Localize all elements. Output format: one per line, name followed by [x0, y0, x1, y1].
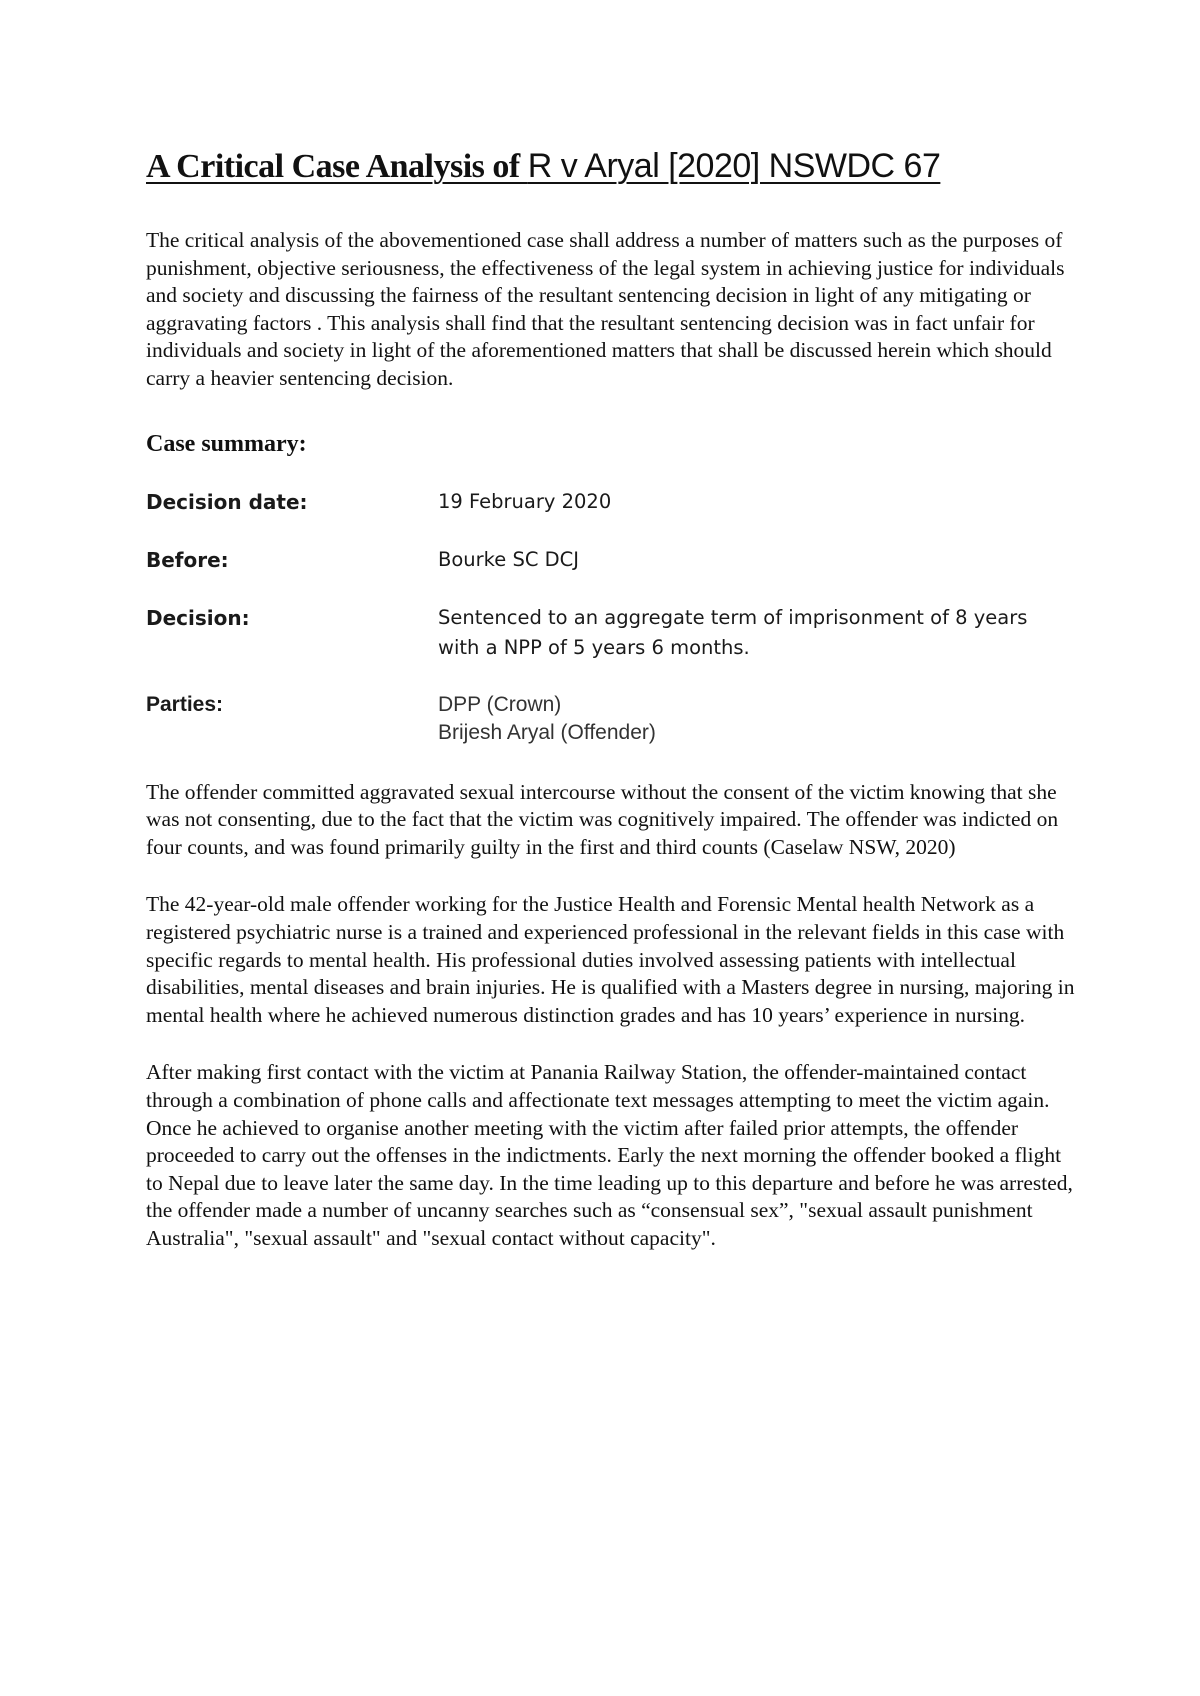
body-paragraph-3: After making first contact with the victim at Panania Railway Station, the offender-maintained contact through a combination of phone calls and affectionate text messages attempting to meet the victim again. Once he achieved to organise another meeting with the victim after failed prior attempts, the offender proceeded to carry out the offenses in the indictments. Early the next morning the offender booked a flight to Nepal due to leave later the same day. In the time leading up to this departure and before he was arrested, the offender made a number of uncanny searches such as “consensual sex”, "sexual assault punishment Australia", "sexual assault" and "sexual contact without capacity".	[146, 1060, 1073, 1250]
parties-value-line2: Brijesh Aryal (Offender)	[438, 720, 656, 744]
parties-value-line1: DPP (Crown)	[438, 692, 562, 716]
body-paragraph-2: The 42-year-old male offender working for the Justice Health and Forensic Mental health Network as a registered psychiatric nurse is a trained and experienced professional in the relevant fields in this case with specific regards to mental health. His professional duties involved assessing patients with intellectual disabilities, mental diseases and brain injuries. He is qualified with a Masters degree in nursing, majoring in mental health where he achieved numerous distinction grades and has 10 years’ experience in nursing.	[146, 892, 1075, 1027]
title-case-citation: R v Aryal [2020] NSWDC 67	[527, 147, 941, 185]
document-page	[146, 140, 1076, 1252]
parties-value	[438, 691, 1076, 747]
decision-value-line1: Sentenced to an aggregate term of imprisonment of 8 years	[438, 605, 1028, 629]
decision-date-label: Decision date:	[146, 489, 308, 514]
case-summary-heading: Case summary:	[146, 430, 307, 457]
body-paragraph-1: The offender committed aggravated sexual intercourse without the consent of the victim knowing that she was not consenting, due to the fact that the victim was cognitively impaired. The offender was indicted on four counts, and was found primarily guilty in the first and third counts (Caselaw NSW, 2020)	[146, 779, 1059, 859]
summary-row-decision-date	[146, 487, 1076, 517]
case-summary-table	[146, 487, 1076, 747]
decision-date-value: 19 February 2020	[438, 489, 612, 513]
summary-row-parties	[146, 691, 1076, 747]
intro-paragraph: The critical analysis of the abovementioned case shall address a number of matters such as the purposes of punishment, objective seriousness, the effectiveness of the legal system in achieving justice for individuals and society and discussing the fairness of the resultant sentencing decision in light of any mitigating or aggravating factors . This analysis shall find that the resultant sentencing decision was in fact unfair for individuals and society in light of the aforementioned matters that shall be discussed herein which should carry a heavier sentencing decision.	[146, 228, 1065, 390]
summary-row-decision	[146, 603, 1076, 663]
decision-value-line2: with a NPP of 5 years 6 months.	[438, 635, 750, 659]
parties-label: Parties:	[146, 692, 224, 716]
decision-label: Decision:	[146, 605, 250, 630]
before-value: Bourke SC DCJ	[438, 547, 580, 571]
title-text-part1: A Critical Case Analysis of	[146, 148, 528, 185]
summary-row-before	[146, 545, 1076, 575]
decision-value	[438, 603, 1076, 663]
before-label: Before:	[146, 547, 229, 572]
document-title	[146, 140, 1076, 193]
